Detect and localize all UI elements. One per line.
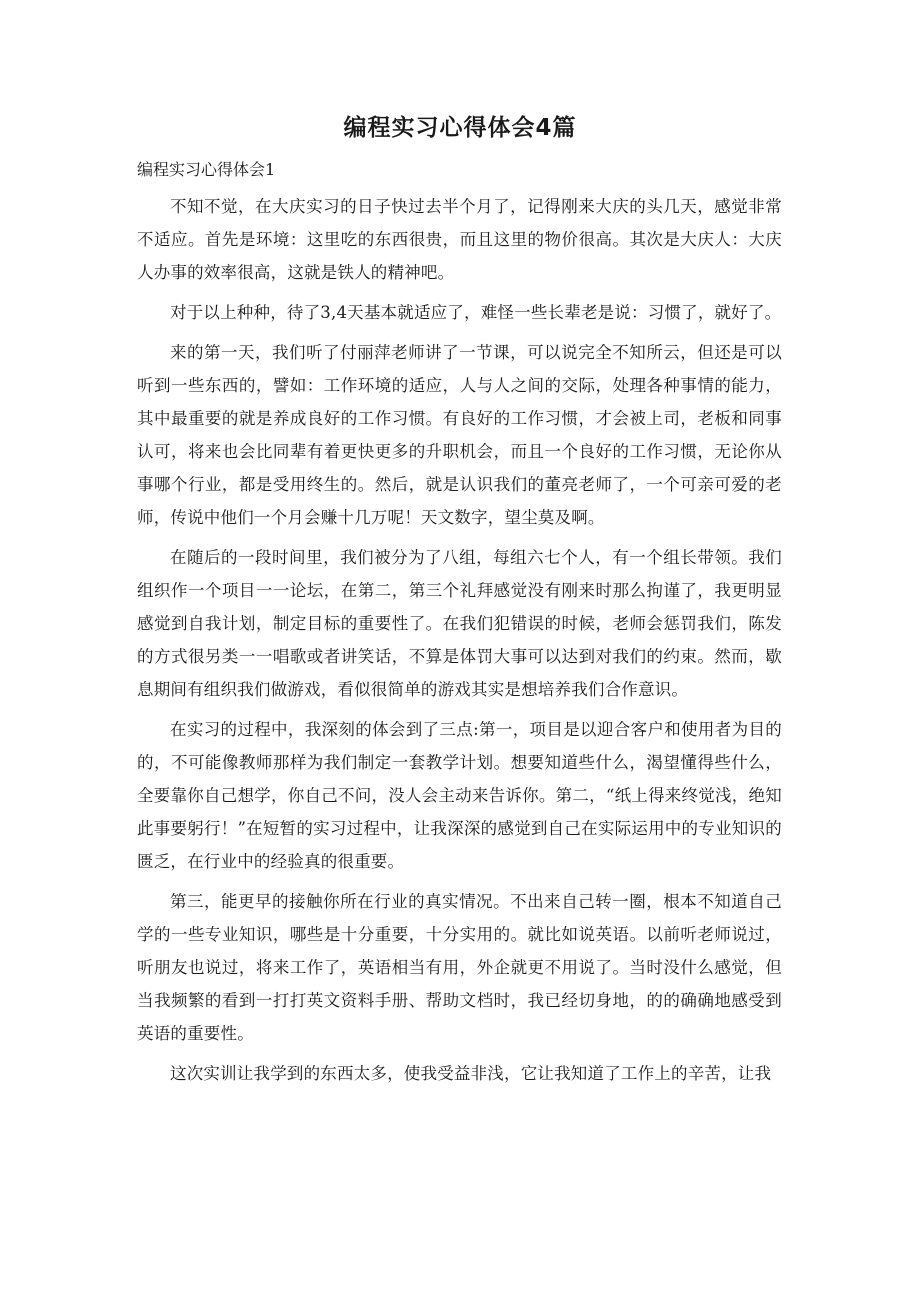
paragraph: 在随后的一段时间里，我们被分为了八组，每组六七个人，有一个组长带领。我们组织作一个项目一一论坛，在第二，第三个礼拜感觉没有刚来时那么拘谨了，我更明显感觉到自我计划，制定目标的重要性了。在我们犯错误的时候，老师会惩罚我们，陈发的方式很另类一一唱歌或者讲笑话，不算是体罚大事可以达到对我们的约束。然而，歇息期间有组织我们做游戏，看似很简单的游戏其实是想培养我们合作意识。 xyxy=(137,548,782,699)
paragraph: 在实习的过程中，我深刻的体会到了三点:第一，项目是以迎合客户和使用者为目的的，不可能像教师那样为我们制定一套教学计划。想要知道些什么，渴望懂得些什么，全要靠你自己想学，你自己不问，没人会主动来告诉你。第二，“纸上得来终觉浅，绝知此事要躬行！”在短暂的实习过程中，让我深深的感觉到自己在实际运用中的专业知识的匮乏，在行业中的经验真的很重要。 xyxy=(137,720,782,871)
body-text xyxy=(137,190,782,1097)
paragraph: 第三，能更早的接触你所在行业的真实情况。不出来自己转一圈，根本不知道自己学的一些专业知识，哪些是十分重要，十分实用的。就比如说英语。以前听老师说过，听朋友也说过，将来工作了，英语相当有用，外企就更不用说了。当时没什么感觉，但当我频繁的看到一打打英文资料手册、帮助文档时，我已经切身地，的的确确地感受到英语的重要性。 xyxy=(137,892,782,1043)
paragraph: 来的第一天，我们听了付丽萍老师讲了一节课，可以说完全不知所云，但还是可以听到一些东西的，譬如：工作环境的适应，人与人之间的交际，处理各种事情的能力，其中最重要的就是养成良好的工作习惯。有良好的工作习惯，才会被上司，老板和同事认可，将来也会比同辈有着更快更多的升职机会，而且一个良好的工作习惯，无论你从事哪个行业，都是受用终生的。然后，就是认识我们的董亮老师了，一个可亲可爱的老师，传说中他们一个月会赚十几万呢！天文数字，望尘莫及啊。 xyxy=(137,343,782,527)
document-title: 编程实习心得体会4篇 xyxy=(343,115,577,141)
paragraph: 这次实训让我学到的东西太多，使我受益非浅，它让我知道了工作上的辛苦，让我 xyxy=(170,1064,772,1083)
paragraph: 不知不觉，在大庆实习的日子快过去半个月了，记得刚来大庆的头几天，感觉非常不适应。首先是环境：这里吃的东西很贵，而且这里的物价很高。其次是大庆人：大庆人办事的效率很高，这就是铁人的精神吧。 xyxy=(137,197,782,282)
section-heading: 编程实习心得体会1 xyxy=(137,160,276,179)
paragraph: 对于以上种种，待了3,4天基本就适应了，难怪一些长辈老是说：习惯了，就好了。 xyxy=(170,303,782,322)
